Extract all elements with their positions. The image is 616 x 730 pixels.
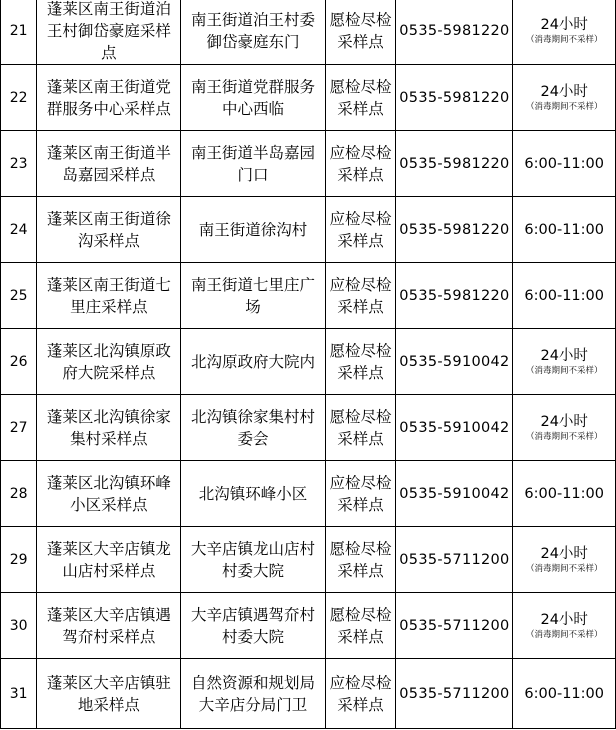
table-row bbox=[1, 131, 616, 197]
row-number: 30 bbox=[1, 593, 37, 659]
site-address: 北沟镇环峰小区 bbox=[181, 461, 325, 527]
contact-phone: 0535-5711200 bbox=[396, 659, 513, 729]
table-row bbox=[1, 395, 616, 461]
service-hours-text: 6:00-11:00 bbox=[524, 287, 604, 304]
site-name: 蓬莱区北沟镇徐家集村采样点 bbox=[37, 395, 181, 461]
site-address: 南王街道徐沟村 bbox=[181, 197, 325, 263]
site-name: 蓬莱区南王街道七里庄采样点 bbox=[37, 263, 181, 329]
sampling-type: 应检尽检采样点 bbox=[325, 131, 396, 197]
disinfection-note: （消毒期间不采样） bbox=[525, 101, 603, 112]
site-name: 蓬莱区大辛店镇遇驾夼村采样点 bbox=[37, 593, 181, 659]
table-body bbox=[1, 0, 616, 729]
disinfection-note: （消毒期间不采样） bbox=[525, 365, 603, 376]
site-address: 南王街道半岛嘉园门口 bbox=[181, 131, 325, 197]
table-row bbox=[1, 263, 616, 329]
service-hours bbox=[513, 329, 616, 395]
service-hours bbox=[513, 131, 616, 197]
site-address: 北沟镇徐家集村村委会 bbox=[181, 395, 325, 461]
site-address: 南王街道党群服务中心西临 bbox=[181, 65, 325, 131]
service-hours-text: 6:00-11:00 bbox=[524, 221, 604, 238]
row-number: 24 bbox=[1, 197, 37, 263]
table-row bbox=[1, 527, 616, 593]
site-name: 蓬莱区南王街道泊王村御岱豪庭采样点 bbox=[37, 0, 181, 65]
site-address: 大辛店镇遇驾夼村村委大院 bbox=[181, 593, 325, 659]
site-name: 蓬莱区南王街道党群服务中心采样点 bbox=[37, 65, 181, 131]
sampling-type: 应检尽检采样点 bbox=[325, 461, 396, 527]
service-hours bbox=[513, 395, 616, 461]
contact-phone: 0535-5981220 bbox=[396, 131, 513, 197]
table-row bbox=[1, 197, 616, 263]
table-row bbox=[1, 329, 616, 395]
service-hours bbox=[513, 197, 616, 263]
site-address: 大辛店镇龙山店村村委大院 bbox=[181, 527, 325, 593]
disinfection-note: （消毒期间不采样） bbox=[525, 563, 603, 574]
row-number: 26 bbox=[1, 329, 37, 395]
contact-phone: 0535-5981220 bbox=[396, 65, 513, 131]
row-number: 23 bbox=[1, 131, 37, 197]
table-row bbox=[1, 593, 616, 659]
sampling-type: 愿检尽检采样点 bbox=[325, 65, 396, 131]
site-address: 南王街道七里庄广场 bbox=[181, 263, 325, 329]
row-number: 22 bbox=[1, 65, 37, 131]
service-hours-text: 24小时 bbox=[540, 347, 588, 364]
contact-phone: 0535-5981220 bbox=[396, 197, 513, 263]
row-number: 31 bbox=[1, 659, 37, 729]
row-number: 21 bbox=[1, 0, 37, 65]
disinfection-note: （消毒期间不采样） bbox=[525, 629, 603, 640]
sampling-type: 应检尽检采样点 bbox=[325, 263, 396, 329]
row-number: 27 bbox=[1, 395, 37, 461]
contact-phone: 0535-5981220 bbox=[396, 263, 513, 329]
service-hours-text: 6:00-11:00 bbox=[524, 155, 604, 172]
site-name: 蓬莱区大辛店镇驻地采样点 bbox=[37, 659, 181, 729]
contact-phone: 0535-5711200 bbox=[396, 527, 513, 593]
site-name: 蓬莱区北沟镇环峰小区采样点 bbox=[37, 461, 181, 527]
contact-phone: 0535-5981220 bbox=[396, 0, 513, 65]
site-address: 南王街道泊王村委御岱豪庭东门 bbox=[181, 0, 325, 65]
contact-phone: 0535-5711200 bbox=[396, 593, 513, 659]
service-hours-text: 24小时 bbox=[540, 611, 588, 628]
sampling-type: 愿检尽检采样点 bbox=[325, 395, 396, 461]
contact-phone: 0535-5910042 bbox=[396, 461, 513, 527]
service-hours-text: 24小时 bbox=[540, 545, 588, 562]
sampling-type: 愿检尽检采样点 bbox=[325, 329, 396, 395]
service-hours bbox=[513, 263, 616, 329]
service-hours-text: 6:00-11:00 bbox=[524, 485, 604, 502]
site-name: 蓬莱区南王街道徐沟采样点 bbox=[37, 197, 181, 263]
service-hours-text: 24小时 bbox=[540, 17, 588, 33]
site-address: 自然资源和规划局大辛店分局门卫 bbox=[181, 659, 325, 729]
service-hours bbox=[513, 659, 616, 729]
service-hours bbox=[513, 65, 616, 131]
site-name: 蓬莱区北沟镇原政府大院采样点 bbox=[37, 329, 181, 395]
service-hours bbox=[513, 461, 616, 527]
service-hours-text: 24小时 bbox=[540, 413, 588, 430]
sampling-type: 愿检尽检采样点 bbox=[325, 593, 396, 659]
site-name: 蓬莱区南王街道半岛嘉园采样点 bbox=[37, 131, 181, 197]
sampling-type: 愿检尽检采样点 bbox=[325, 527, 396, 593]
site-name: 蓬莱区大辛店镇龙山店村采样点 bbox=[37, 527, 181, 593]
service-hours-text: 6:00-11:00 bbox=[524, 685, 604, 702]
row-number: 29 bbox=[1, 527, 37, 593]
service-hours bbox=[513, 527, 616, 593]
contact-phone: 0535-5910042 bbox=[396, 329, 513, 395]
row-number: 25 bbox=[1, 263, 37, 329]
table-row bbox=[1, 65, 616, 131]
table-row bbox=[1, 0, 616, 65]
service-hours bbox=[513, 0, 616, 65]
sampling-type: 应检尽检采样点 bbox=[325, 197, 396, 263]
disinfection-note: （消毒期间不采样） bbox=[525, 431, 603, 442]
table-row bbox=[1, 461, 616, 527]
sampling-type: 应检尽检采样点 bbox=[325, 659, 396, 729]
site-address: 北沟原政府大院内 bbox=[181, 329, 325, 395]
sampling-type: 愿检尽检采样点 bbox=[325, 0, 396, 65]
service-hours-text: 24小时 bbox=[540, 83, 588, 100]
row-number: 28 bbox=[1, 461, 37, 527]
table-row bbox=[1, 659, 616, 729]
disinfection-note: （消毒期间不采样） bbox=[525, 35, 603, 45]
contact-phone: 0535-5910042 bbox=[396, 395, 513, 461]
service-hours bbox=[513, 593, 616, 659]
